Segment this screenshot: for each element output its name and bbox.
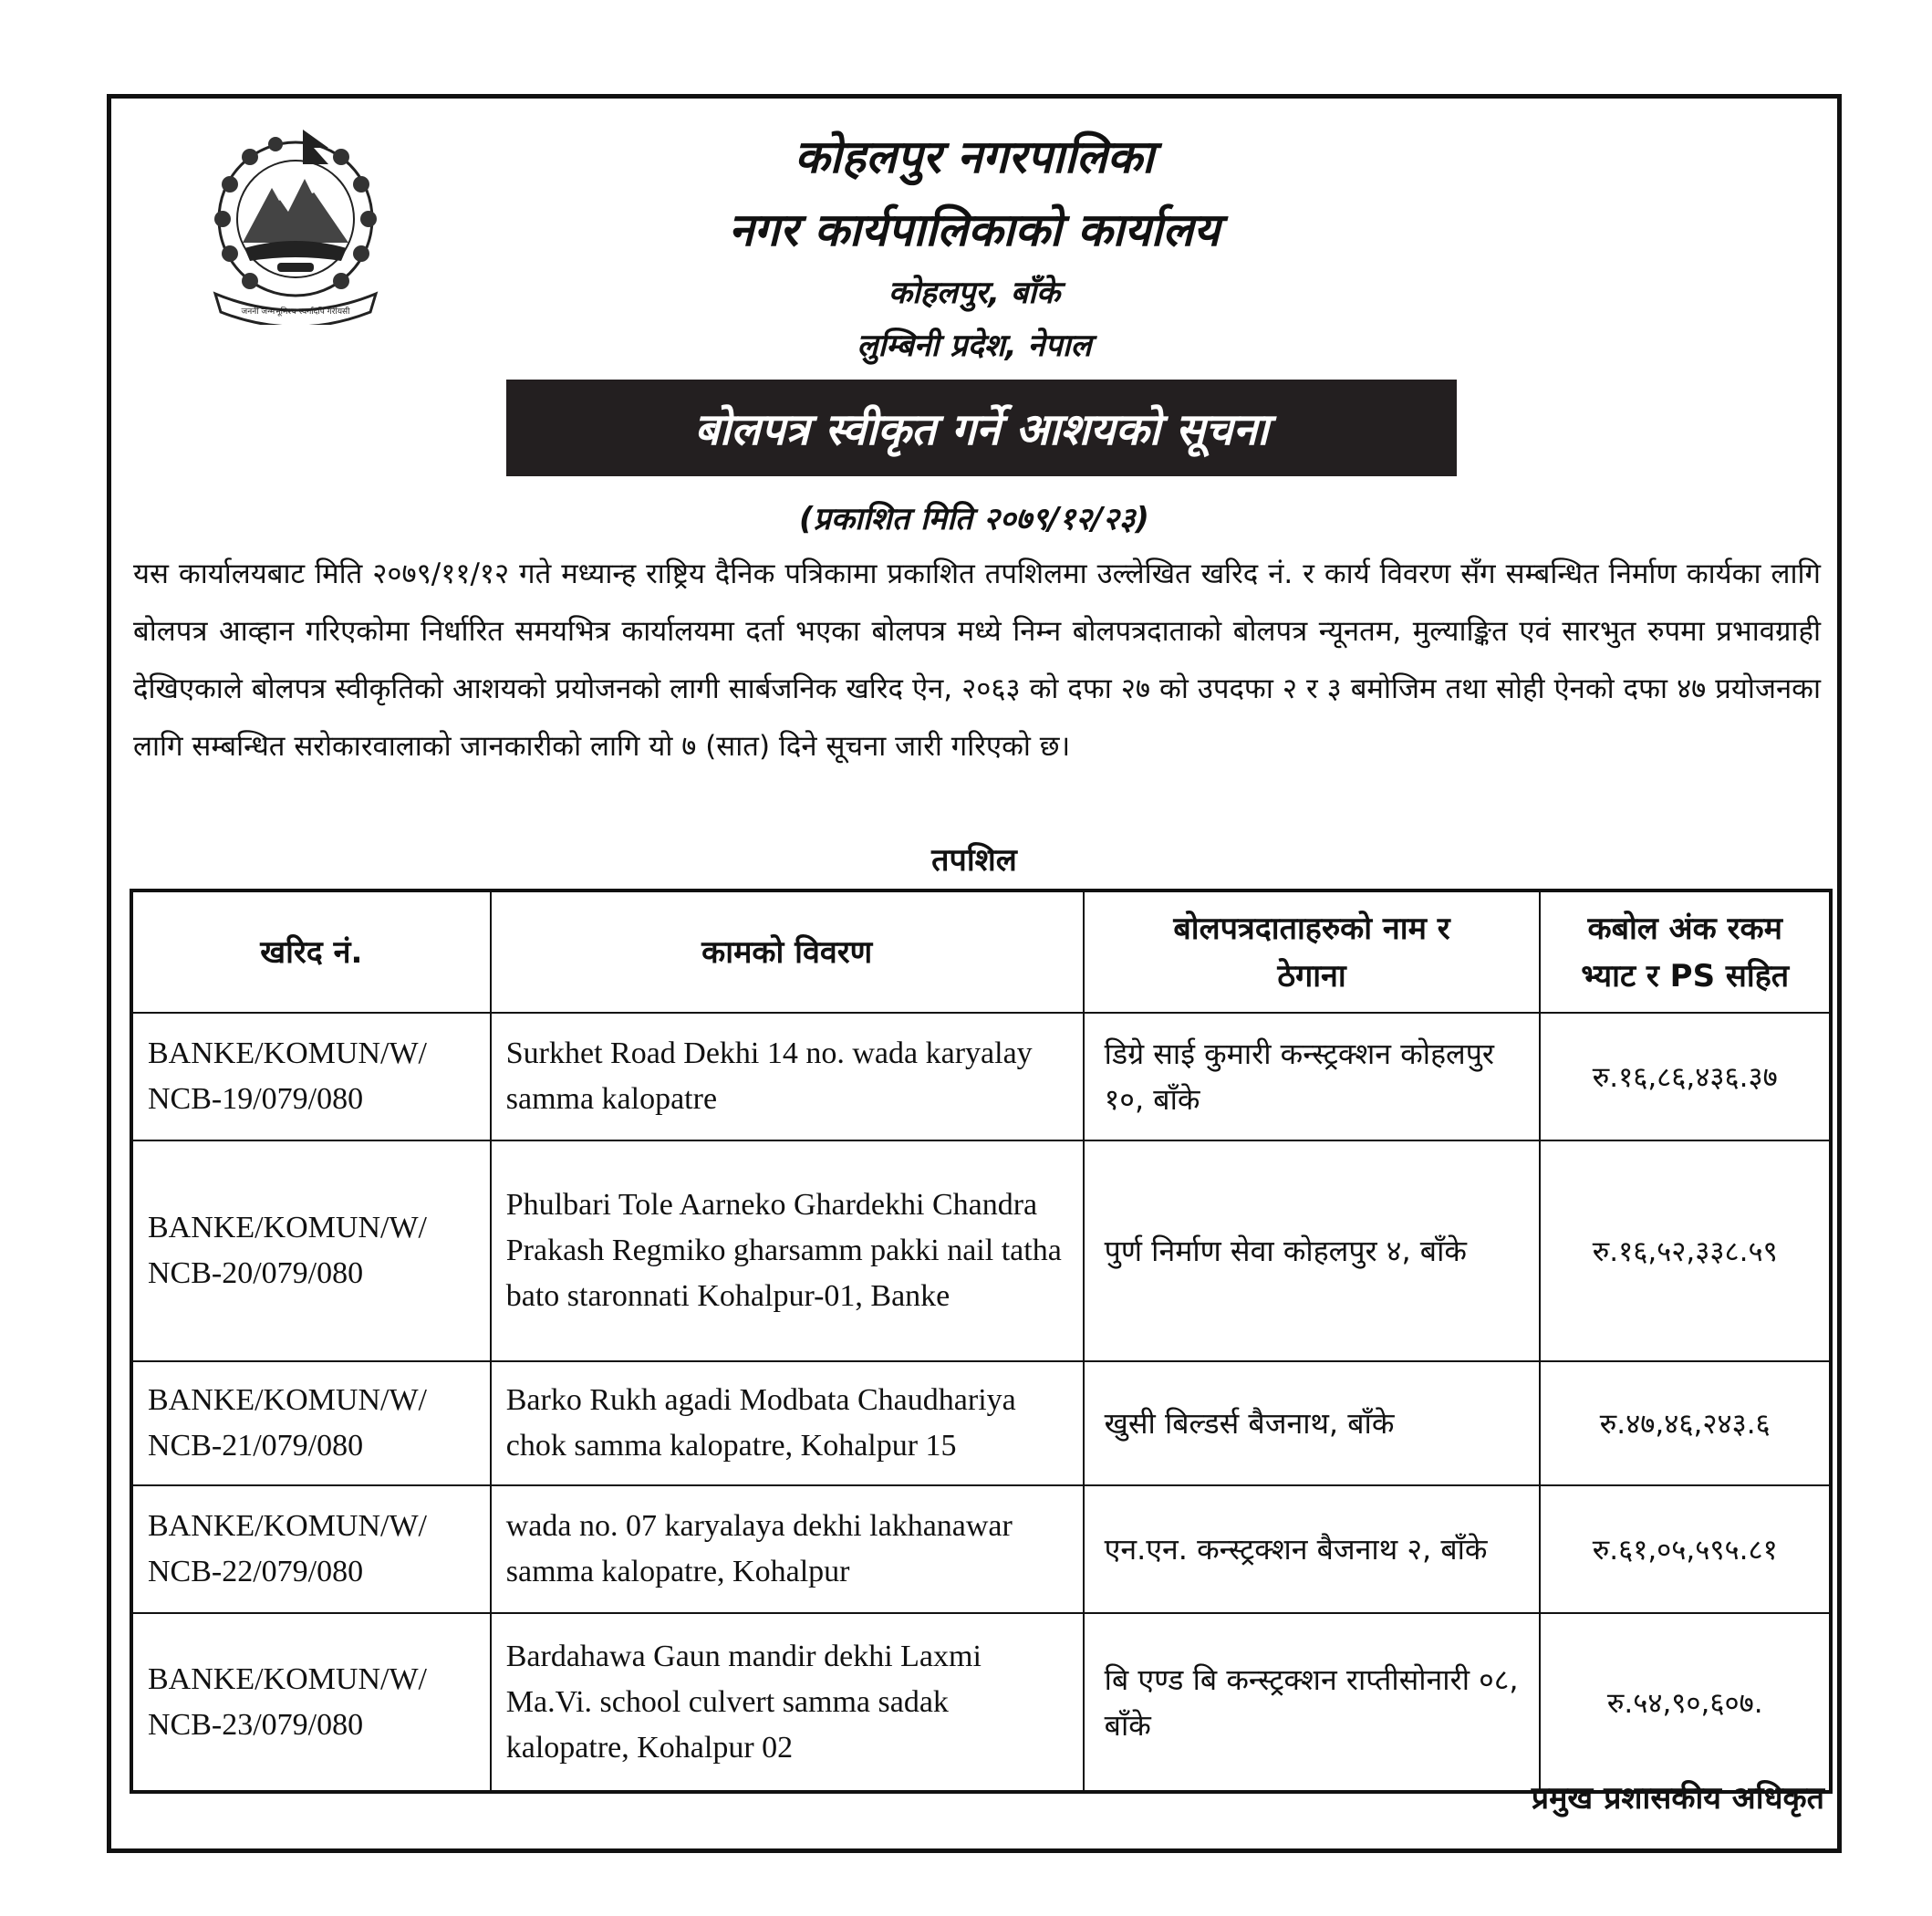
bidder-name-address: खुसी बिल्डर्स बैजनाथ, बाँके bbox=[1084, 1361, 1541, 1485]
table-row bbox=[131, 1013, 1831, 1140]
municipality-name: कोहलपुर नगरपालिका bbox=[795, 130, 1154, 183]
procurement-no: BANKE/KOMUN/W/ NCB-19/079/080 bbox=[131, 1013, 491, 1140]
work-description: wada no. 07 karyalaya dekhi lakhanawar samma kalopatre, Kohalpur bbox=[491, 1485, 1084, 1613]
office-name: नगर कार्यपालिकाको कार्यालय bbox=[728, 203, 1220, 256]
work-description: Phulbari Tole Aarneko Ghardekhi Chandra Prakash Regmiko gharsamm pakki nail tatha bato staronnati Kohalpur-01, Banke bbox=[491, 1140, 1084, 1361]
table-title: तपशिल bbox=[931, 842, 1017, 879]
table-row bbox=[131, 1485, 1831, 1613]
contracts-table bbox=[130, 889, 1833, 1794]
header-amount: कबोल अंक रकम भ्याट र PS सहित bbox=[1540, 890, 1831, 1013]
notice-frame bbox=[107, 94, 1842, 1853]
bid-amount: रु.६१,०५,५९५.८१ bbox=[1540, 1485, 1831, 1613]
office-address: कोहलपुर, बाँके bbox=[888, 275, 1061, 311]
table-row bbox=[131, 1140, 1831, 1361]
bidder-name-address: पुर्ण निर्माण सेवा कोहलपुर ४, बाँके bbox=[1084, 1140, 1541, 1361]
work-description: Barko Rukh agadi Modbata Chaudhariya chok samma kalopatre, Kohalpur 15 bbox=[491, 1361, 1084, 1485]
bidder-name-address: डिग्रे साई कुमारी कन्स्ट्रक्शन कोहलपुर १०, बाँके bbox=[1084, 1013, 1541, 1140]
work-description: Surkhet Road Dekhi 14 no. wada karyalay samma kalopatre bbox=[491, 1013, 1084, 1140]
header-procurement-no: खरिद नं. bbox=[131, 890, 491, 1013]
bid-amount: रु.४७,४६,२४३.६ bbox=[1540, 1361, 1831, 1485]
bidder-name-address: बि एण्ड बि कन्स्ट्रक्शन राप्तीसोनारी ०८, बाँके bbox=[1084, 1613, 1541, 1792]
signatory-title: प्रमुख प्रशासकीय अधिकृत bbox=[1531, 1780, 1824, 1817]
table-header-row bbox=[131, 890, 1831, 1013]
work-description: Bardahawa Gaun mandir dekhi Laxmi Ma.Vi. school culvert samma sadak kalopatre, Kohalpur 02 bbox=[491, 1613, 1084, 1792]
procurement-no: BANKE/KOMUN/W/ NCB-20/079/080 bbox=[131, 1140, 491, 1361]
header-bidder: बोलपत्रदाताहरुको नाम र ठेगाना bbox=[1084, 890, 1541, 1013]
bid-amount: रु.५४,९०,६०७. bbox=[1540, 1613, 1831, 1792]
procurement-no: BANKE/KOMUN/W/ NCB-22/079/080 bbox=[131, 1485, 491, 1613]
bid-amount: रु.१६,८६,४३६.३७ bbox=[1540, 1013, 1831, 1140]
header-work-description: कामको विवरण bbox=[491, 890, 1084, 1013]
table-row bbox=[131, 1361, 1831, 1485]
notice-title: बोलपत्र स्वीकृत गर्ने आशयको सूचना bbox=[506, 380, 1457, 476]
bid-amount: रु.१६,५२,३३८.५९ bbox=[1540, 1140, 1831, 1361]
bidder-name-address: एन.एन. कन्स्ट्रक्शन बैजनाथ २, बाँके bbox=[1084, 1485, 1541, 1613]
published-date: (प्रकाशित मिति २०७९/१२/२३) bbox=[799, 501, 1149, 537]
province-country: लुम्बिनी प्रदेश, नेपाल bbox=[857, 328, 1092, 364]
table-row bbox=[131, 1613, 1831, 1792]
procurement-no: BANKE/KOMUN/W/ NCB-21/079/080 bbox=[131, 1361, 491, 1485]
emblem-motto: जननी जन्मभूमिश्च स्वर्गादपि गरीयसी bbox=[241, 307, 350, 317]
procurement-no: BANKE/KOMUN/W/ NCB-23/079/080 bbox=[131, 1613, 491, 1792]
notice-body: यस कार्यालयबाट मिति २०७९/११/१२ गते मध्यान्ह राष्ट्रिय दैनिक पत्रिकामा प्रकाशित तपशिलमा उल्लेखित खरिद नं. र कार्य विवरण सँग सम्बन्धित निर्माण कार्यका लागि बोलपत्र आव्हान गरिएकोमा निर्धारित समयभित्र कार्यालयमा दर्ता भएका बोलपत्र मध्ये निम्न बोलपत्रदाताको बोलपत्र न्यूनतम, मुल्याङ्कित एवं सारभुत रुपमा प्रभावग्राही देखिएकाले बोलपत्र स्वीकृतिको आशयको प्रयोजनको लागी सार्बजनिक खरिद ऐन, २०६३ को दफा २७ को उपदफा २ र ३ बमोजिम तथा सोही ऐनको दफा ४७ प्रयोजनका लागि सम्बन्धित सरोकारवालाको जानकारीको लागि यो ७ (सात) दिने सूचना जारी गरिएको छ। bbox=[133, 557, 1821, 763]
